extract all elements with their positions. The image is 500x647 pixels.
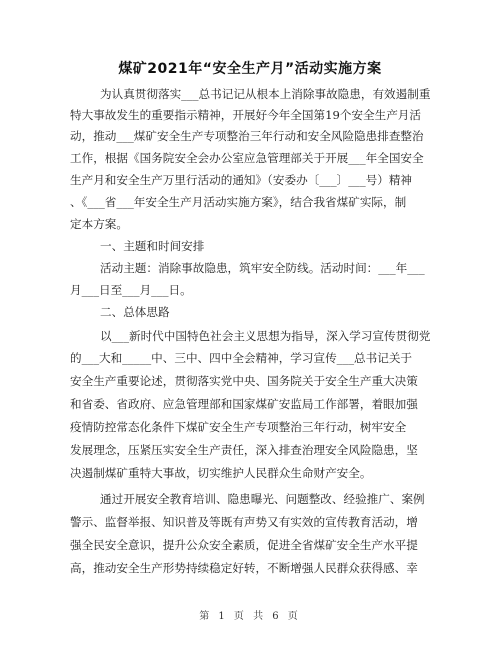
section-heading: 二、总体思路: [100, 305, 170, 319]
paragraph-line: 强全民安全意识，提升公众安全素质，促进全省煤矿安全生产水平提: [70, 538, 418, 552]
paragraph-line: 、《___省___年安全生产月活动实施方案》，结合我省煤矿实际，制: [70, 195, 407, 209]
document-title: 煤矿2021年“安全生产月”活动实施方案: [118, 61, 382, 77]
page-footer: 第 1 页 共 6 页: [199, 611, 301, 622]
paragraph-line: 警示、监督举报、知识普及等既有声势又有实效的宣传教育活动，增: [70, 515, 418, 529]
paragraph-line: 动，推动___煤矿安全生产专项整治三年行动和安全风险隐患排查整治: [70, 129, 424, 143]
paragraph-line: 特大事故发生的重要指示精神，开展好今年全国第19个安全生产月活: [70, 108, 421, 122]
paragraph-line: 高，推动安全生产形势持续稳定好转，不断增强人民群众获得感、幸: [70, 561, 418, 575]
paragraph-line: 通过开展安全教育培训、隐患曝光、问题整改、经验推广、案例: [100, 492, 425, 506]
paragraph-line: 定本方案。: [70, 217, 128, 231]
section-heading: 一、主题和时间安排: [100, 239, 205, 253]
paragraph-line: 工作，根据《国务院安全会办公室应急管理部关于开展___年全国安全: [70, 151, 424, 165]
paragraph-line: 安全生产重要论述，贯彻落实党中央、国务院关于安全生产重大决策: [70, 374, 418, 388]
paragraph-line: 和省委、省政府、应急管理部和国家煤矿安监局工作部署，着眼加强: [70, 397, 418, 411]
paragraph-line: 生产月和安全生产万里行活动的通知》（安委办〔___〕___号）精神: [70, 173, 413, 187]
paragraph-line: 月___日至___月___日。: [70, 283, 192, 297]
paragraph-line: 以___新时代中国特色社会主义思想为指导，深入学习宣传贯彻党: [100, 329, 431, 343]
paragraph-line: 疫情防控常态化条件下煤矿安全生产专项整治三年行动，树牢安全: [70, 420, 407, 434]
paragraph-line: 决遏制煤矿重特大事故，切实维护人民群众生命财产安全。: [70, 466, 372, 480]
paragraph-line: 活动主题：消除事故隐患，筑牢安全防线。活动时间：___年___: [100, 261, 425, 275]
paragraph-line: 为认真贯彻落实___总书记记从根本上消除事故隐患，有效遏制重: [100, 87, 431, 101]
paragraph-line: 发展理念，压紧压实安全生产责任，深入排查治理安全风险隐患，坚: [70, 443, 418, 457]
paragraph-line: 的___大和_____中、三中、四中全会精神，学习宣传___总书记关于: [70, 351, 413, 365]
